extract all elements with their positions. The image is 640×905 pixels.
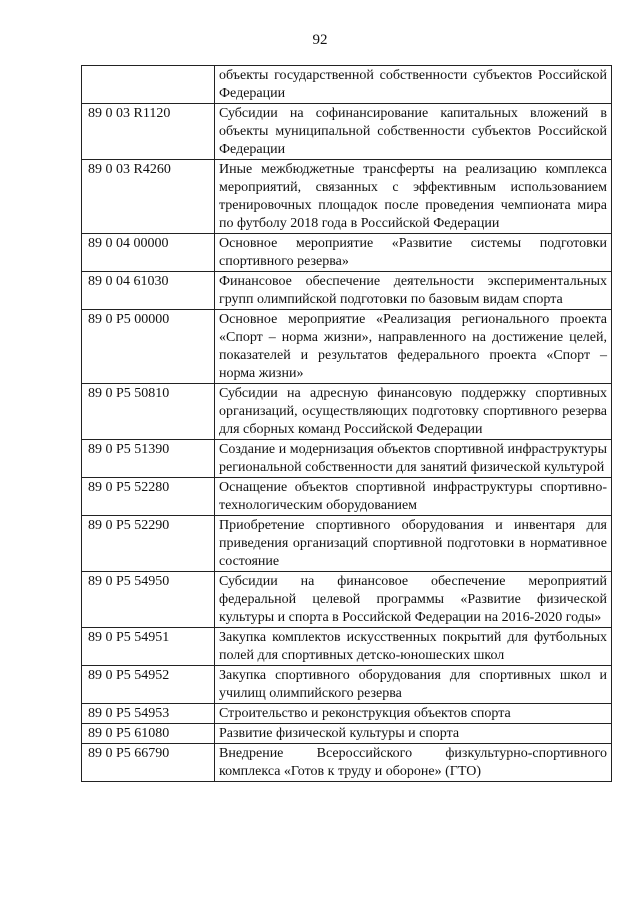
table-row [82,516,612,572]
table-row [82,272,612,310]
row-code: 89 0 03 R4260 [82,160,215,234]
row-description: Внедрение Всероссийского физкультурно-спортивного комплекса «Готов к труду и обороне» (ГТО) [215,744,612,782]
budget-codes-table [81,65,612,782]
row-code [82,66,215,104]
row-code: 89 0 04 00000 [82,234,215,272]
row-code: 89 0 04 61030 [82,272,215,310]
row-code: 89 0 P5 54953 [82,704,215,724]
table-row [82,384,612,440]
table-row [82,744,612,782]
table-row [82,704,612,724]
row-description: Основное мероприятие «Реализация регионального проекта «Спорт – норма жизни», направленного на достижение целей, показателей и результатов федерального проекта «Спорт – норма жизни» [215,310,612,384]
row-description: Строительство и реконструкция объектов спорта [215,704,612,724]
row-code: 89 0 P5 52280 [82,478,215,516]
row-description: Субсидии на финансовое обеспечение мероприятий федеральной целевой программы «Развитие физической культуры и спорта в Российской Федерации на 2016-2020 годы» [215,572,612,628]
row-description: Закупка комплектов искусственных покрытий для футбольных полей для спортивных детско-юношеских школ [215,628,612,666]
row-code: 89 0 P5 54950 [82,572,215,628]
table-row [82,478,612,516]
table-row [82,234,612,272]
row-description: Основное мероприятие «Развитие системы подготовки спортивного резерва» [215,234,612,272]
table-row [82,666,612,704]
table-row [82,628,612,666]
row-description: Иные межбюджетные трансферты на реализацию комплекса мероприятий, связанных с эффективным использованием тренировочных площадок после проведения чемпионата мира по футболу 2018 года в Российской Федерации [215,160,612,234]
table-row [82,160,612,234]
row-description: Субсидии на адресную финансовую поддержку спортивных организаций, осуществляющих подготовку спортивного резерва для сборных команд Российской Федерации [215,384,612,440]
table-row [82,310,612,384]
row-description: Закупка спортивного оборудования для спортивных школ и училищ олимпийского резерва [215,666,612,704]
row-description: Субсидии на софинансирование капитальных вложений в объекты муниципальной собственности субъектов Российской Федерации [215,104,612,160]
table-row [82,724,612,744]
row-code: 89 0 P5 00000 [82,310,215,384]
row-description: Развитие физической культуры и спорта [215,724,612,744]
row-code: 89 0 P5 51390 [82,440,215,478]
row-description: Приобретение спортивного оборудования и инвентаря для приведения организаций спортивной подготовки в нормативное состояние [215,516,612,572]
row-code: 89 0 03 R1120 [82,104,215,160]
table-row [82,104,612,160]
page-number: 92 [312,32,328,48]
table-row [82,66,612,104]
row-code: 89 0 P5 66790 [82,744,215,782]
table-row [82,440,612,478]
row-description: Финансовое обеспечение деятельности экспериментальных групп олимпийской подготовки по базовым видам спорта [215,272,612,310]
row-description: Создание и модернизация объектов спортивной инфраструктуры региональной собственности для занятий физической культурой [215,440,612,478]
row-code: 89 0 P5 52290 [82,516,215,572]
row-code: 89 0 P5 54952 [82,666,215,704]
table-row [82,572,612,628]
row-code: 89 0 P5 50810 [82,384,215,440]
row-code: 89 0 P5 54951 [82,628,215,666]
row-description: Оснащение объектов спортивной инфраструктуры спортивно-технологическим оборудованием [215,478,612,516]
row-code: 89 0 P5 61080 [82,724,215,744]
row-description: объекты государственной собственности субъектов Российской Федерации [215,66,612,104]
